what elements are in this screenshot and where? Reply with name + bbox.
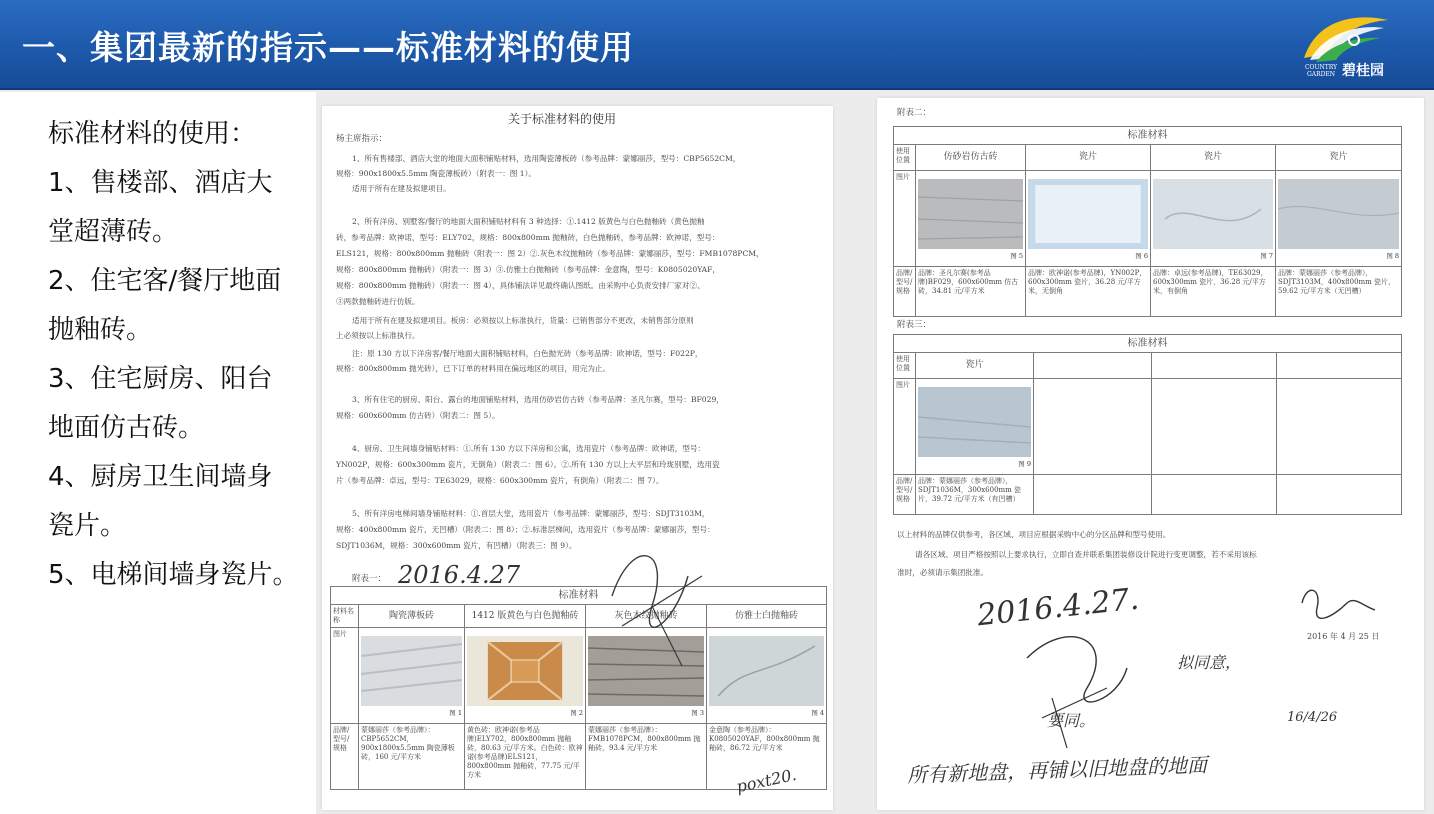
tile-photo-light-marble <box>1153 179 1273 249</box>
logo-text: 碧桂园 <box>1342 63 1384 79</box>
memo-line: 2、所有洋房、别墅客/餐厅的地面大面积铺贴材料有 3 种选择：①.1412 版黄色与白色抛釉砖（黄色抛釉 <box>352 217 705 226</box>
memo-line: YN002P，规格：600x300mm 瓷片，无倒角）（附表二：图 6）。②.所有 130 方以上大平层和玲珑别墅，选用瓷 <box>336 460 720 469</box>
tile-photo-marble-slab <box>361 636 462 706</box>
memo-note: 请各区域、项目严格按照以上要求执行，立即自查并联系集团装修设计院进行变更调整，若不采用该标 <box>915 550 1257 559</box>
memo-line: 规格：800x800mm 抛釉砖）（附表一：图 4），具体铺法详见最终确认图纸。由采购中心负责安排厂家对②、 <box>336 281 705 290</box>
tile-photo-white-glossy <box>1028 179 1148 249</box>
signature-date: 2016 年 4 月 25 日 <box>1307 632 1380 641</box>
memo-line: ③两款抛釉砖进行仿版。 <box>336 297 420 306</box>
summary-line: 瓷片。 <box>48 511 127 541</box>
material-info: 品牌：卓远(参考品牌)，TE63029，600x300mm 瓷片，36.28 元/平方米，有倒角 <box>1151 267 1276 317</box>
memo-line: 规格：800x800mm 抛釉砖）（附表一：图 3）③.仿雅士白抛釉砖（参考品牌：金意陶，型号：K0805020YAF， <box>336 265 720 274</box>
figure-number: 图 4 <box>811 709 825 717</box>
summary-text <box>48 110 313 600</box>
column-header: 瓷片 <box>1151 145 1276 171</box>
column-header: 仿砂岩仿古砖 <box>916 145 1026 171</box>
memo-line: 4、厨房、卫生间墙身铺贴材料：①.所有 130 方以下洋房和公寓，选用瓷片（参考品牌：欧神诺，型号： <box>352 444 706 453</box>
annex-3-label: 附表三： <box>897 320 932 330</box>
column-header: 瓷片 <box>1026 145 1151 171</box>
memo-line: 砖，参考品牌：欧神诺，型号：ELY702，规格：800x800mm 抛釉砖，白色抛釉砖，参考品牌：欧神诺，型号： <box>336 233 720 242</box>
tile-photo-sandstone <box>918 179 1023 249</box>
summary-line: 1、售楼部、酒店大 <box>48 168 273 198</box>
handwritten-date: 2016.4.27. <box>975 581 1141 634</box>
figure-number: 图 9 <box>1018 460 1031 468</box>
memo-line: 上必须按以上标准执行。 <box>336 331 420 340</box>
material-info: 品牌：蒙娜丽莎（参考品牌），SDJT3103M，400x800mm 瓷片，59.62 元/平方米（无凹槽） <box>1276 267 1402 317</box>
figure-number: 图 2 <box>570 709 583 717</box>
annex-1-label: 附表一： <box>352 574 387 584</box>
tile-photo-white-marble <box>709 636 824 706</box>
row-label: 图片 <box>894 379 916 475</box>
memo-line: 片（参考品牌：卓远，型号：TE63029，规格：600x300mm 瓷片，有倒角）（附表二：图 7）。 <box>336 476 664 485</box>
summary-heading: 标准材料的使用： <box>48 119 257 149</box>
scanned-memo-page-2 <box>877 98 1424 810</box>
logo-subtitle: COUNTRY GARDEN <box>1304 64 1338 78</box>
tile-photo-grey-wood-grain <box>588 636 704 706</box>
summary-line: 2、住宅客/餐厅地面 <box>48 266 282 296</box>
handwritten-date-2: 16/4/26 <box>1287 710 1338 725</box>
summary-line: 4、厨房卫生间墙身 <box>48 462 273 492</box>
material-info: 蒙娜丽莎（参考品牌）：CBP5652CM，900x1800x5.5mm 陶瓷薄板砖，160 元/平方米 <box>359 724 465 790</box>
memo-line: 5、所有洋房电梯间墙身铺贴材料：①.首层大堂，选用瓷片（参考品牌：蒙娜丽莎，型号：SDJT3103M， <box>352 509 710 518</box>
handwritten-note: poxt20. <box>734 764 799 797</box>
row-label: 图片 <box>331 628 359 724</box>
figure-number: 图 6 <box>1135 252 1148 260</box>
column-header: 瓷片 <box>916 353 1034 379</box>
material-info: 黄色砖：欧神诺(参考品牌)ELY702，800x800mm 抛釉砖，80.63 元/平方米。白色砖：欧神诺(参考品牌)ELS121，800x800mm 抛釉砖，77.75 元/平方米 <box>465 724 586 790</box>
annex-3-table <box>893 334 1402 515</box>
row-label: 使用位置 <box>894 353 916 379</box>
column-header: 灰色木纹抛釉砖 <box>586 605 707 628</box>
material-info: 品牌：欧神诺(参考品牌)，YN002P，600x300mm 瓷片，36.28 元/平方米，无倒角 <box>1026 267 1151 317</box>
annex-2-table <box>893 126 1402 317</box>
annex-2-title: 标准材料 <box>894 127 1402 145</box>
row-label: 品牌/型号/规格 <box>894 267 916 317</box>
annex-2-label: 附表二： <box>897 108 932 118</box>
annex-3-title: 标准材料 <box>894 335 1402 353</box>
memo-line: 1、所有售楼部、酒店大堂的地面大面积铺贴材料，选用陶瓷薄板砖（参考品牌：蒙娜丽莎，型号：CBP5652CM， <box>352 154 741 163</box>
handwritten-approval: 拟同意， <box>1177 653 1242 672</box>
page-title: 一、集团最新的指示——标准材料的使用 <box>22 28 634 67</box>
handwritten-agree: 要同。 <box>1047 711 1096 730</box>
summary-line: 堂超薄砖。 <box>48 217 179 247</box>
memo-line: SDJT1036M，规格：300x600mm 瓷片，有凹槽）（附表三：图 9）。 <box>336 541 577 550</box>
figure-number: 图 3 <box>691 709 704 717</box>
material-info: 蒙娜丽莎（参考品牌）：FMB1078PCM，800x800mm 抛釉砖，93.4 元/平方米 <box>586 724 707 790</box>
column-header: 瓷片 <box>1276 145 1402 171</box>
tile-photo-grey-stone <box>1278 179 1399 249</box>
memo-line: ELS121，规格：800x800mm 抛釉砖（附表一：图 2）②.灰色木纹抛釉砖（参考品牌：蒙娜丽莎，型号：FMB1078PCM， <box>336 249 764 258</box>
memo-note: 以上材料的品牌仅供参考，各区域、项目应根据采购中心的分区品牌和型号使用。 <box>897 530 1171 539</box>
memo-title: 关于标准材料的使用 <box>508 112 617 126</box>
memo-note: 准时，必须请示集团批准。 <box>897 568 989 577</box>
handwritten-date: 2016.4.27 <box>398 561 521 589</box>
figure-number: 图 1 <box>449 709 462 717</box>
annex-1-table <box>330 586 827 790</box>
left-panel <box>0 92 316 814</box>
figure-number: 图 8 <box>1386 252 1400 260</box>
tile-photo-yellow-white-pattern <box>467 636 583 706</box>
summary-line: 地面仿古砖。 <box>48 413 205 443</box>
row-label: 图片 <box>894 171 916 267</box>
memo-line: 规格：600x600mm 仿古砖）（附表二：图 5）。 <box>336 411 500 420</box>
memo-salutation: 杨主席指示： <box>336 134 388 144</box>
memo-line: 规格：400x800mm 瓷片，无凹槽）（附表二：图 8）；②.标准层梯间，选用瓷片（参考品牌：蒙娜丽莎，型号： <box>336 525 715 534</box>
handwritten-instruction: 所有新地盘，再铺以旧地盘的地面 <box>906 752 1208 788</box>
row-label: 使用位置 <box>894 145 916 171</box>
summary-line: 抛釉砖。 <box>48 315 153 345</box>
column-header: 陶瓷薄板砖 <box>359 605 465 628</box>
row-label: 品牌/型号/规格 <box>894 475 916 515</box>
memo-line: 适用于所有在建及拟建项目。板房：必须按以上标准执行，货量：已销售部分不更改，未销售部分原则 <box>352 316 694 325</box>
figure-number: 图 5 <box>1010 252 1023 260</box>
summary-line: 5、电梯间墙身瓷片。 <box>48 560 299 590</box>
row-label: 材料名称 <box>331 605 359 628</box>
memo-line: 注：原 130 方以下洋房客/餐厅地面大面积铺贴材料，白色抛光砖（参考品牌：欧神诺，型号：F022P， <box>352 349 703 358</box>
memo-line: 适用于所有在建及拟建项目。 <box>352 184 451 193</box>
figure-number: 图 7 <box>1260 252 1273 260</box>
title-banner <box>0 0 1434 90</box>
summary-line: 3、住宅厨房、阳台 <box>48 364 273 394</box>
scanned-memo-page-1 <box>322 106 833 810</box>
row-label: 品牌/型号/规格 <box>331 724 359 790</box>
material-info: 品牌：圣凡尔赛(参考品牌)BF029，600x600mm 仿古砖，34.81 元/平方米 <box>916 267 1026 317</box>
memo-line: 规格：800x800mm 抛光砖），已下订单的材料用在偏远地区的项目，用完为止。 <box>336 364 611 373</box>
annex-1-title: 标准材料 <box>331 587 827 605</box>
column-header: 1412 版黄色与白色抛釉砖 <box>465 605 586 628</box>
column-header: 仿雅士白抛釉砖 <box>707 605 827 628</box>
material-info: 品牌：蒙娜丽莎（参考品牌），SDJT1036M，300x600mm 瓷片，39.72 元/平方米（有凹槽） <box>916 475 1034 515</box>
memo-line: 3、所有住宅的厨房、阳台、露台的地面铺贴材料，选用仿砂岩仿古砖（参考品牌：圣凡尔赛，型号：BF029， <box>352 395 724 404</box>
tile-photo-blue-grey <box>918 387 1031 457</box>
memo-line: 规格：900x1800x5.5mm 陶瓷薄板砖）（附表一：图 1）。 <box>336 169 537 178</box>
material-info: 金意陶（参考品牌）：K0805020YAF，800x800mm 抛釉砖，86.72 元/平方米 <box>707 724 827 790</box>
